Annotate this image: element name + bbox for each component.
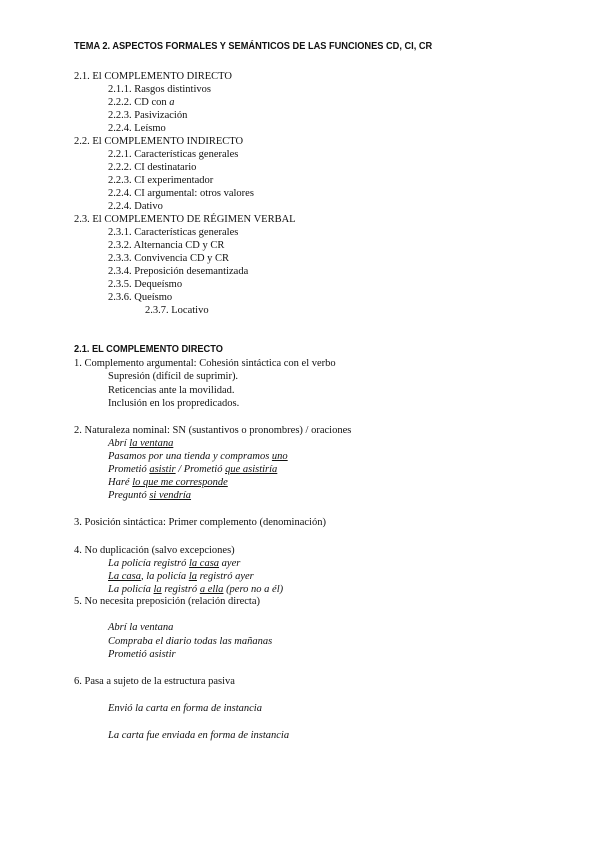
section-title: 2.1. EL COMPLEMENTO DIRECTO	[74, 343, 223, 355]
toc-item: 2.3. El COMPLEMENTO DE RÉGIMEN VERBAL	[74, 214, 296, 225]
toc-item: 2.3.7. Locativo	[145, 305, 209, 316]
example-sentence: La casa, la policía la registró ayer	[108, 571, 254, 582]
italic-preposition: a	[169, 97, 175, 108]
toc-item: 2.2.4. CI argumental: otros valores	[108, 188, 254, 199]
example-sentence: Compraba el diario todas las mañanas	[108, 636, 273, 647]
example-sentence: Envió la carta en forma de instancia	[108, 703, 262, 714]
toc-item: 2.2.2. CD con a	[108, 97, 175, 108]
point-4-heading: 4. No duplicación (salvo excepciones)	[74, 545, 235, 556]
toc-item: 2.2.3. CI experimentador	[108, 175, 214, 186]
toc-item: 2.3.5. Dequeísmo	[108, 279, 183, 290]
example-sentence: Abrí la ventana	[108, 438, 174, 449]
example-sentence: Pasamos por una tienda y compramos uno	[108, 451, 288, 462]
example-sentence: La policía registró la casa ayer	[108, 558, 241, 569]
example-sentence: Preguntó si vendría	[108, 490, 192, 501]
toc-item: 2.2.4. Leísmo	[108, 123, 166, 134]
toc-item: 2.1. El COMPLEMENTO DIRECTO	[74, 71, 232, 82]
point-1-heading: 1. Complemento argumental: Cohesión sintáctica con el verbo	[74, 358, 336, 369]
example-sentence: La policía la registró a ella (pero no a él)	[108, 584, 284, 595]
point-1-item: Supresión (difícil de suprimir).	[108, 371, 239, 382]
point-1-item: Reticencias ante la movilidad.	[108, 385, 235, 396]
toc-item: 2.3.4. Preposición desemantizada	[108, 266, 249, 277]
toc-item: 2.2.4. Dativo	[108, 201, 163, 212]
example-sentence: La carta fue enviada en forma de instancia	[108, 730, 290, 741]
toc-item: 2.2.1. Características generales	[108, 149, 239, 160]
toc-item: 2.3.1. Características generales	[108, 227, 239, 238]
example-sentence: Prometió asistir / Prometió que asistiría	[108, 464, 278, 475]
point-3-heading: 3. Posición sintáctica: Primer complemento (denominación)	[74, 517, 326, 528]
toc-item: 2.1.1. Rasgos distintivos	[108, 84, 211, 95]
point-6-heading: 6. Pasa a sujeto de la estructura pasiva	[74, 676, 235, 687]
point-1-item: Inclusión en los propredicados.	[108, 398, 240, 409]
toc-item: 2.2. El COMPLEMENTO INDIRECTO	[74, 136, 244, 147]
toc-item: 2.2.2. CI destinatario	[108, 162, 197, 173]
toc-item: 2.3.2. Alternancia CD y CR	[108, 240, 225, 251]
example-sentence: Abrí la ventana	[108, 622, 174, 633]
example-sentence: Prometió asistir	[108, 649, 176, 660]
toc-item: 2.2.3. Pasivización	[108, 110, 188, 121]
example-sentence: Haré lo que me corresponde	[108, 477, 228, 488]
point-2-heading: 2. Naturaleza nominal: SN (sustantivos o pronombres) / oraciones	[74, 425, 352, 436]
document-title: TEMA 2. ASPECTOS FORMALES Y SEMÁNTICOS DE LAS FUNCIONES CD, CI, CR	[74, 40, 433, 52]
toc-item: 2.3.3. Convivencia CD y CR	[108, 253, 230, 264]
point-5-heading: 5. No necesita preposición (relación directa)	[74, 596, 261, 607]
toc-item: 2.3.6. Queísmo	[108, 292, 173, 303]
